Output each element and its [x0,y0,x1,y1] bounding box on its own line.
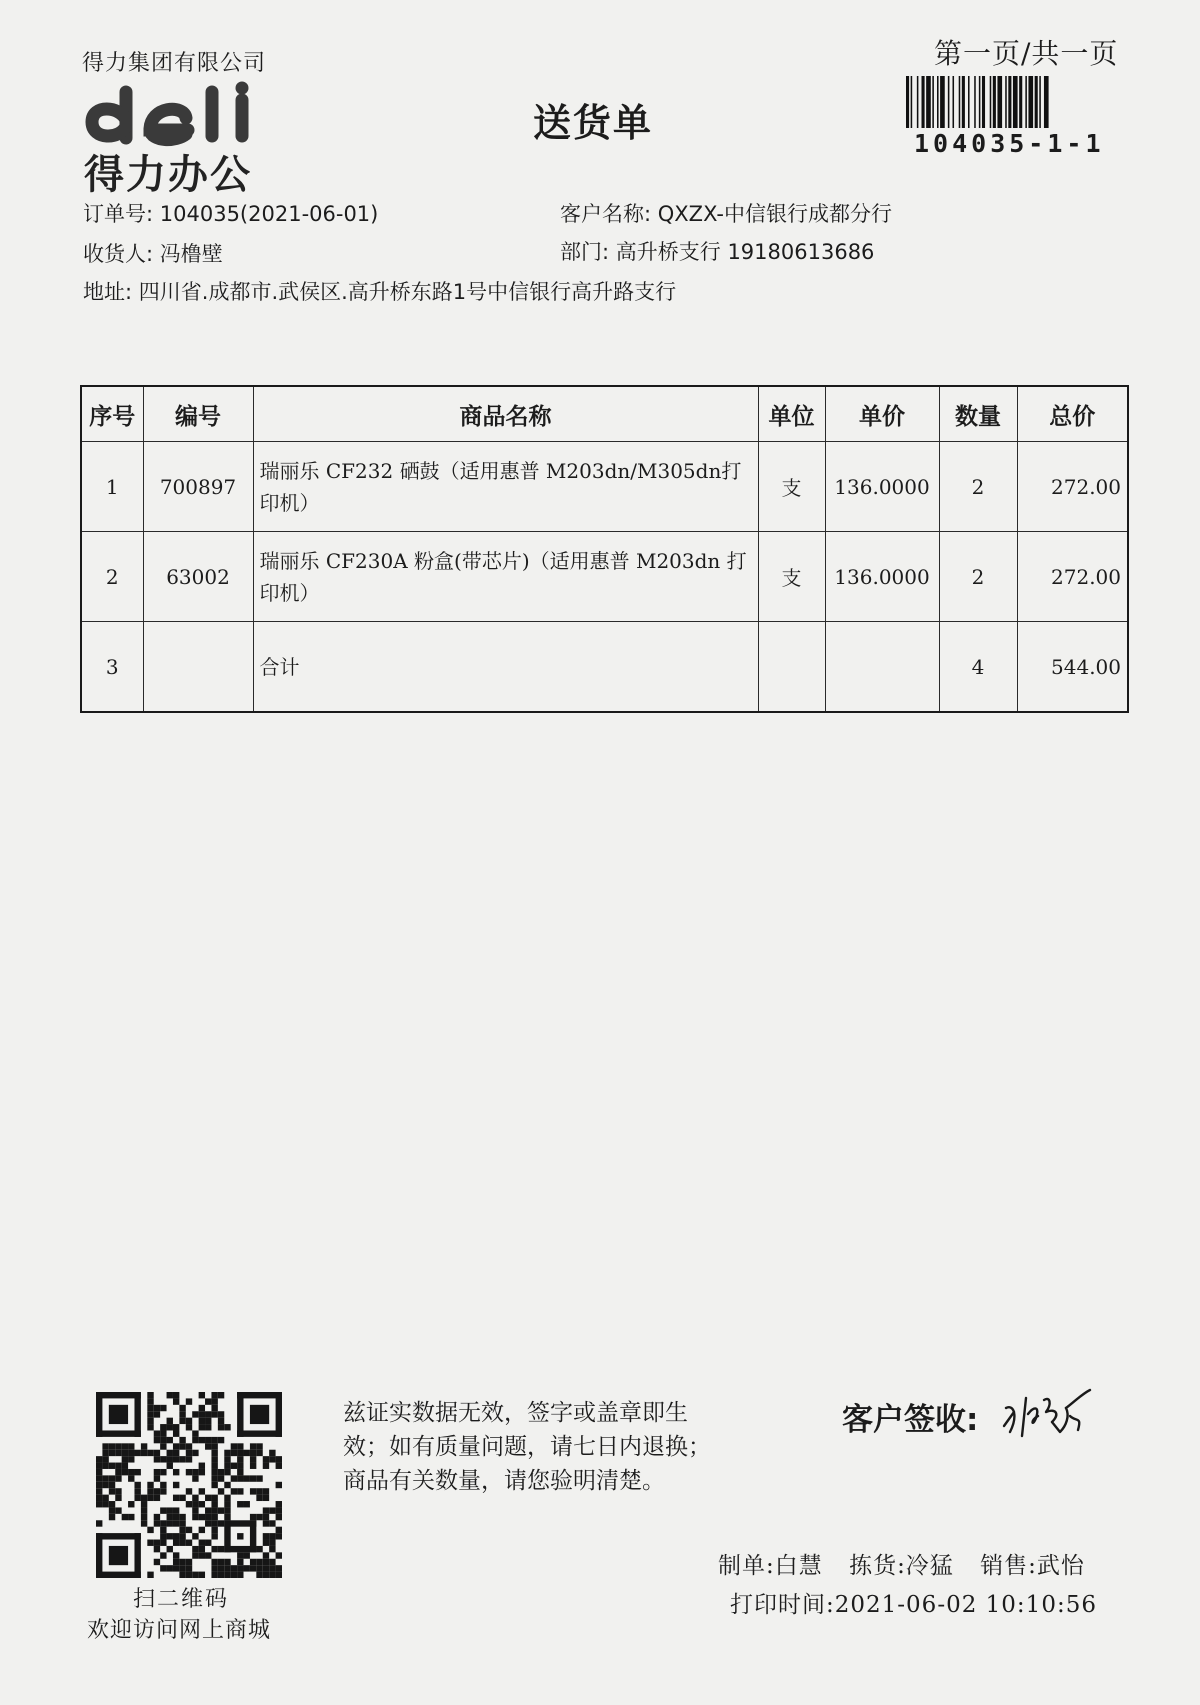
cell-total: 544.00 [1017,622,1128,713]
address-value: 四川省.成都市.武侯区.高升桥东路1号中信银行高升路支行 [138,280,677,304]
notice-line: 商品有关数量，请您验明清楚。 [343,1468,665,1494]
qr-caption-visit-store: 欢迎访问网上商城 [87,1618,272,1643]
qr-code[interactable] [96,1392,282,1578]
notice-text [343,1396,711,1498]
cell-unit-price: 136.0000 [825,442,939,532]
seller: 销售:武怡 [980,1553,1085,1579]
table-row [81,532,1128,622]
customer-name-label: 客户名称: [560,202,652,226]
handwritten-signature [1000,1386,1096,1442]
address-field [83,276,676,306]
barcode [906,76,1126,128]
department-value: 高升桥支行 19180613686 [615,240,875,264]
header-total: 总价 [1017,386,1128,442]
cell-unit [758,622,825,713]
logo-subtitle: 得力办公 [84,152,252,198]
header-code: 编号 [143,386,253,442]
print-time: 打印时间:2021-06-02 10:10:56 [730,1592,1097,1618]
barcode-number: 104035-1-1 [914,129,1105,158]
maker: 制单:白慧 [718,1553,823,1579]
customer-name-value: QXZX-中信银行成都分行 [657,202,892,226]
cell-total: 272.00 [1017,532,1128,622]
cell-seq: 3 [81,622,143,713]
cell-unit-price: 136.0000 [825,532,939,622]
items-table [80,385,1129,713]
page-indicator: 第一页/共一页 [934,37,1119,70]
cell-unit: 支 [758,532,825,622]
cell-code: 63002 [143,532,253,622]
cell-quantity: 4 [939,622,1017,713]
order-number-value: 104035(2021-06-01) [159,202,379,226]
department-field [560,236,874,266]
address-label: 地址: [83,280,133,304]
header-unit: 单位 [758,386,825,442]
order-number-field [83,198,378,228]
cell-seq: 2 [81,532,143,622]
table-header-row [81,386,1128,442]
picker: 拣货:冷猛 [849,1553,954,1579]
receiver-label: 收货人: [83,242,154,266]
order-number-label: 订单号: [83,202,154,226]
cell-code: 700897 [143,442,253,532]
cell-quantity: 2 [939,532,1017,622]
department-label: 部门: [560,240,610,264]
cell-seq: 1 [81,442,143,532]
cell-product-name: 瑞丽乐 CF232 硒鼓（适用惠普 M203dn/M305dn打印机） [253,442,758,532]
header-unit-price: 单价 [825,386,939,442]
cell-total-label: 合计 [253,622,758,713]
header-seq: 序号 [81,386,143,442]
staff-info [718,1547,1103,1580]
company-name: 得力集团有限公司 [82,51,267,76]
table-row-total [81,622,1128,713]
table-row [81,442,1128,532]
notice-line: 兹证实数据无效，签字或盖章即生 [343,1400,688,1426]
qr-caption-scan: 扫二维码 [133,1587,230,1612]
header-quantity: 数量 [939,386,1017,442]
header-product-name: 商品名称 [253,386,758,442]
cell-quantity: 2 [939,442,1017,532]
customer-sign-label: 客户签收: [842,1402,979,1438]
cell-total: 272.00 [1017,442,1128,532]
cell-unit-price [825,622,939,713]
cell-code [143,622,253,713]
deli-logo [84,80,284,198]
receiver-field [83,238,223,268]
cell-product-name: 瑞丽乐 CF230A 粉盒(带芯片)（适用惠普 M203dn 打印机） [253,532,758,622]
document-title: 送货单 [533,101,654,145]
cell-unit: 支 [758,442,825,532]
receiver-value: 冯橹壁 [159,242,223,266]
notice-line: 效；如有质量问题，请七日内退换； [343,1434,711,1460]
customer-name-field [560,198,892,228]
